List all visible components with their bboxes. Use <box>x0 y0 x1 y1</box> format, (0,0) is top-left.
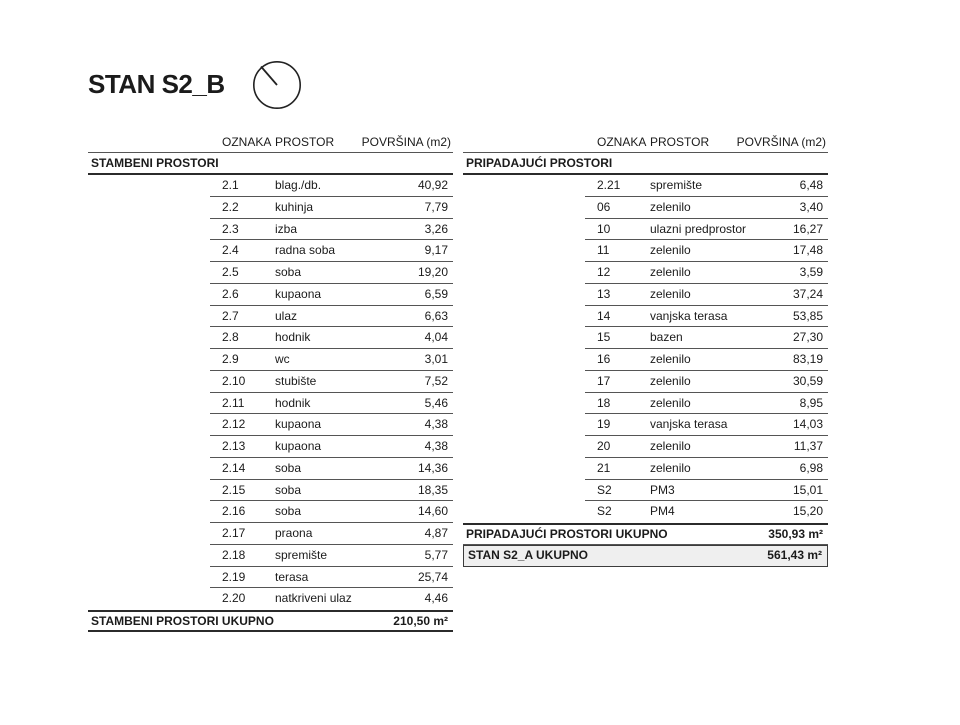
table-row <box>210 414 453 436</box>
cell-oznaka: 12 <box>597 265 611 279</box>
cell-oznaka: S2 <box>597 482 612 497</box>
cell-povrsina: 15,01 <box>792 482 823 497</box>
cell-povrsina: 6,59 <box>424 286 448 301</box>
cell-prostor: stubište <box>275 373 317 388</box>
cell-oznaka: 2.11 <box>222 395 245 410</box>
table-row <box>585 458 828 480</box>
cell-povrsina: 3,26 <box>424 221 448 236</box>
cell-oznaka: 17 <box>597 373 611 388</box>
column-header-povrsina: POVRŠINA (m2) <box>736 135 826 149</box>
cell-povrsina: 8,95 <box>799 395 823 410</box>
cell-oznaka: 19 <box>597 417 611 432</box>
table-row <box>210 349 453 371</box>
cell-oznaka: 2.5 <box>222 265 239 279</box>
cell-oznaka: 2.15 <box>222 482 246 497</box>
cell-prostor: soba <box>275 504 302 519</box>
table-row <box>210 567 453 589</box>
cell-povrsina: 16,27 <box>792 221 823 236</box>
table-row <box>210 436 453 458</box>
cell-prostor: kuhinja <box>275 199 314 214</box>
cell-povrsina: 40,92 <box>417 178 448 192</box>
cell-prostor: blag./db. <box>275 178 322 192</box>
cell-prostor: zelenilo <box>650 460 691 475</box>
cell-prostor: zelenilo <box>650 286 691 301</box>
cell-prostor: zelenilo <box>650 439 691 453</box>
cell-oznaka: 2.10 <box>222 373 246 388</box>
cell-prostor: spremište <box>650 178 703 192</box>
cell-oznaka: 2.1 <box>222 178 239 192</box>
cell-prostor: hodnik <box>275 395 311 410</box>
cell-prostor: hodnik <box>275 330 311 345</box>
cell-povrsina: 14,60 <box>417 504 448 519</box>
table-row <box>585 501 828 523</box>
table-row <box>210 175 453 197</box>
cell-oznaka: 2.18 <box>222 547 246 562</box>
cell-oznaka: 2.21 <box>597 178 621 192</box>
cell-prostor: soba <box>275 265 302 279</box>
cell-prostor: zelenilo <box>650 243 691 258</box>
cell-oznaka: 2.9 <box>222 352 239 366</box>
table-row <box>585 349 828 371</box>
cell-povrsina: 19,20 <box>417 265 448 279</box>
table-row <box>585 197 828 219</box>
cell-prostor: ulaz <box>275 308 298 323</box>
stan-grand-total-row <box>463 545 828 567</box>
section-header-stambeni: STAMBENI PROSTORI <box>88 153 453 175</box>
cell-oznaka: 2.12 <box>222 417 246 432</box>
cell-oznaka: 2.2 <box>222 199 239 214</box>
cell-povrsina: 6,63 <box>424 308 448 323</box>
cell-povrsina: 7,52 <box>424 373 448 388</box>
table-row <box>585 306 828 328</box>
column-header-row <box>88 133 453 153</box>
cell-povrsina: 83,19 <box>792 352 823 366</box>
cell-povrsina: 14,36 <box>417 460 448 475</box>
table-row <box>585 262 828 284</box>
cell-povrsina: 6,98 <box>799 460 823 475</box>
cell-povrsina: 15,20 <box>792 504 823 519</box>
cell-povrsina: 4,87 <box>424 526 448 540</box>
table-row <box>210 197 453 219</box>
cell-povrsina: 6,48 <box>799 178 823 192</box>
cell-povrsina: 3,59 <box>799 265 823 279</box>
table-row <box>585 414 828 436</box>
cell-povrsina: 17,48 <box>792 243 823 258</box>
cell-prostor: kupaona <box>275 286 322 301</box>
cell-povrsina: 9,17 <box>424 243 448 258</box>
table-row <box>210 393 453 415</box>
column-header-prostor: PROSTOR <box>275 135 335 149</box>
table-row <box>585 371 828 393</box>
table-row <box>585 436 828 458</box>
stambeni-prostori-table <box>88 133 453 632</box>
cell-prostor: izba <box>275 221 298 236</box>
table-row <box>210 327 453 349</box>
cell-oznaka: 13 <box>597 286 611 301</box>
cell-prostor: zelenilo <box>650 373 691 388</box>
column-header-povrsina: POVRŠINA (m2) <box>361 135 451 149</box>
cell-oznaka: 2.13 <box>222 439 246 453</box>
cell-oznaka: 16 <box>597 352 611 366</box>
cell-prostor: PM3 <box>650 482 675 497</box>
cell-prostor: praona <box>275 526 313 540</box>
table-row <box>585 240 828 262</box>
table-row <box>210 284 453 306</box>
cell-povrsina: 4,38 <box>424 417 448 432</box>
cell-prostor: zelenilo <box>650 395 691 410</box>
cell-povrsina: 7,79 <box>424 199 448 214</box>
table-row <box>210 480 453 502</box>
cell-oznaka: 2.4 <box>222 243 239 258</box>
total-value: 350,93 m² <box>768 527 823 541</box>
cell-povrsina: 18,35 <box>417 482 448 497</box>
table-row <box>210 240 453 262</box>
cell-prostor: vanjska terasa <box>650 308 728 323</box>
cell-oznaka: 2.17 <box>222 526 246 540</box>
cell-povrsina: 4,04 <box>424 330 448 345</box>
cell-povrsina: 3,01 <box>424 352 448 366</box>
column-header-prostor: PROSTOR <box>650 135 710 149</box>
cell-oznaka: 20 <box>597 439 611 453</box>
cell-prostor: radna soba <box>275 243 336 258</box>
cell-povrsina: 4,46 <box>424 591 448 606</box>
cell-oznaka: 2.3 <box>222 221 239 236</box>
cell-oznaka: 2.6 <box>222 286 239 301</box>
cell-oznaka: 15 <box>597 330 611 345</box>
table-row <box>585 219 828 241</box>
column-header-row <box>463 133 828 153</box>
cell-prostor: natkriveni ulaz <box>275 591 352 606</box>
cell-oznaka: 2.16 <box>222 504 246 519</box>
pripadajuci-rows <box>585 175 828 523</box>
cell-prostor: zelenilo <box>650 265 691 279</box>
cell-oznaka: 2.8 <box>222 330 239 345</box>
total-value: 210,50 m² <box>393 614 448 628</box>
table-row <box>210 545 453 567</box>
cell-oznaka: S2 <box>597 504 612 519</box>
cell-oznaka: 14 <box>597 308 611 323</box>
cell-oznaka: 2.20 <box>222 591 246 606</box>
cell-oznaka: 2.14 <box>222 460 246 475</box>
table-row <box>210 371 453 393</box>
table-row <box>210 523 453 545</box>
cell-prostor: vanjska terasa <box>650 417 728 432</box>
cell-oznaka: 18 <box>597 395 611 410</box>
cell-oznaka: 2.7 <box>222 308 239 323</box>
stambeni-total-row <box>88 610 453 632</box>
cell-prostor: wc <box>275 352 290 366</box>
cell-prostor: PM4 <box>650 504 675 519</box>
pripadajuci-total-row <box>463 523 828 545</box>
cell-oznaka: 10 <box>597 221 611 236</box>
cell-povrsina: 5,77 <box>424 547 448 562</box>
column-header-oznaka: OZNAKA <box>597 135 647 149</box>
table-row <box>210 458 453 480</box>
cell-povrsina: 37,24 <box>792 286 823 301</box>
table-row <box>210 262 453 284</box>
table-row <box>210 219 453 241</box>
cell-oznaka: 11 <box>597 243 610 258</box>
table-row <box>585 327 828 349</box>
cell-povrsina: 14,03 <box>792 417 823 432</box>
table-row <box>585 284 828 306</box>
section-header-pripadajuci: PRIPADAJUĆI PROSTORI <box>463 153 828 175</box>
cell-prostor: bazen <box>650 330 683 345</box>
cell-prostor: soba <box>275 460 302 475</box>
table-row <box>210 588 453 610</box>
circle-dial-icon <box>252 60 302 110</box>
table-row <box>585 480 828 502</box>
cell-povrsina: 5,46 <box>424 395 448 410</box>
cell-povrsina: 27,30 <box>792 330 823 345</box>
cell-prostor: zelenilo <box>650 199 691 214</box>
cell-povrsina: 53,85 <box>792 308 823 323</box>
pripadajuci-prostori-table <box>463 133 828 567</box>
cell-prostor: soba <box>275 482 302 497</box>
page-title: STAN S2_B <box>88 69 225 99</box>
table-row <box>210 501 453 523</box>
stambeni-rows <box>210 175 453 610</box>
cell-povrsina: 30,59 <box>792 373 823 388</box>
cell-povrsina: 4,38 <box>424 439 448 453</box>
cell-povrsina: 25,74 <box>417 569 448 584</box>
cell-prostor: spremište <box>275 547 328 562</box>
column-header-oznaka: OZNAKA <box>222 135 272 149</box>
cell-oznaka: 21 <box>597 460 611 475</box>
total-label: PRIPADAJUĆI PROSTORI UKUPNO <box>466 527 668 541</box>
cell-povrsina: 3,40 <box>799 199 823 214</box>
cell-povrsina: 11,37 <box>793 439 823 453</box>
cell-prostor: kupaona <box>275 439 322 453</box>
grand-total-label: STAN S2_A UKUPNO <box>468 548 589 562</box>
cell-prostor: zelenilo <box>650 352 691 366</box>
table-row <box>585 393 828 415</box>
cell-prostor: terasa <box>275 569 309 584</box>
cell-prostor: ulazni predprostor <box>650 221 747 236</box>
cell-oznaka: 06 <box>597 199 611 214</box>
table-row <box>585 175 828 197</box>
total-label: STAMBENI PROSTORI UKUPNO <box>91 614 274 628</box>
grand-total-value: 561,43 m² <box>767 548 822 562</box>
cell-oznaka: 2.19 <box>222 569 246 584</box>
cell-prostor: kupaona <box>275 417 322 432</box>
table-row <box>210 306 453 328</box>
